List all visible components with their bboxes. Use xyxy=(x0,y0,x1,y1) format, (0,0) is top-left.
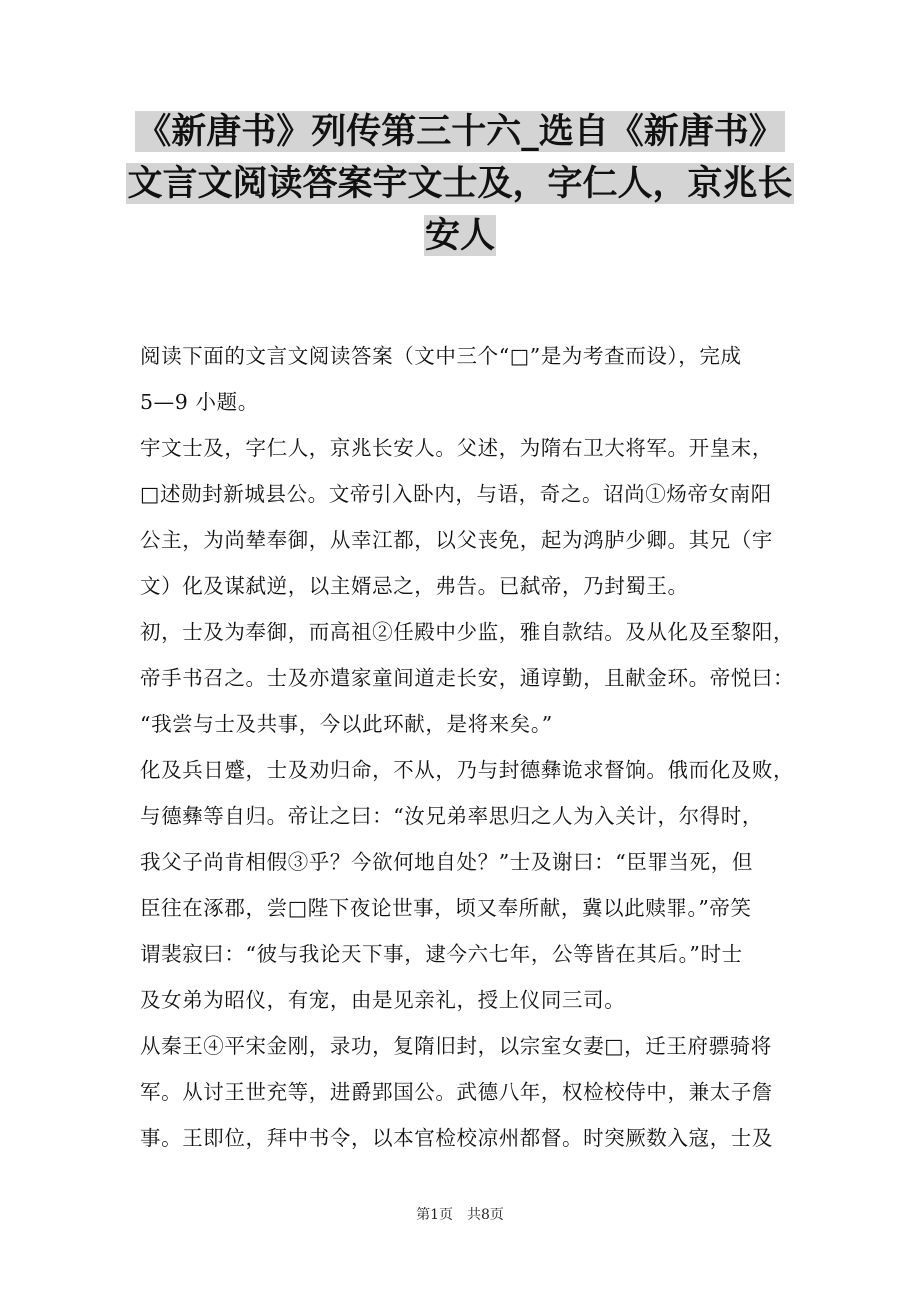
body-line: 从秦王④平宋金刚，录功，复隋旧封，以宗室女妻□，迁王府骠骑将 xyxy=(140,1034,772,1058)
body-line: 化及兵日蹙，士及劝归命，不从，乃与封德彝诡求督饷。俄而化及败， xyxy=(140,758,795,782)
title-line: 安人 xyxy=(424,215,495,256)
title-line: 文言文阅读答案宇文士及，字仁人，京兆长 xyxy=(127,163,793,204)
body-line: 谓裴寂曰：“彼与我论天下事，逮今六七年，公等皆在其后。”时士 xyxy=(140,942,743,966)
document-body xyxy=(140,333,800,1161)
title-line: 《新唐书》列传第三十六_选自《新唐书》 xyxy=(136,111,784,152)
body-line: 军。从讨王世充等，进爵郢国公。武德八年，权检校侍中，兼太子詹 xyxy=(140,1080,773,1104)
body-line: 公主，为尚辇奉御，从幸江都，以父丧免，起为鸿胪少卿。其兄（宇 xyxy=(140,528,773,552)
document-title xyxy=(0,106,920,262)
page-footer: 第1页 共8页 xyxy=(416,1207,504,1223)
body-line: 及女弟为昭仪，有宠，由是见亲礼，授上仪同三司。 xyxy=(140,988,626,1012)
body-line: 臣往在涿郡，尝□陛下夜论世事，顷又奉所献，冀以此赎罪。”帝笑 xyxy=(140,896,752,920)
body-line: 5—9 小题。 xyxy=(140,390,259,414)
body-line: 宇文士及，字仁人，京兆长安人。父述，为隋右卫大将军。开皇末， xyxy=(140,436,773,460)
body-line: □述勋封新城县公。文帝引入卧内，与语，奇之。诏尚①炀帝女南阳 xyxy=(140,482,772,506)
body-line: 帝手书召之。士及亦遣家童间道走长安，通谆勤，且献金环。帝悦曰： xyxy=(140,666,795,690)
body-line: “我尝与士及共事，今以此环献，是将来矣。” xyxy=(140,712,553,736)
body-line: 阅读下面的文言文阅读答案（文中三个“□”是为考查而设），完成 xyxy=(140,344,742,368)
body-line: 事。王即位，拜中书令，以本官检校凉州都督。时突厥数入寇，士及 xyxy=(140,1126,773,1150)
body-line: 我父子尚肯相假③乎？今欲何地自处？”士及谢曰：“臣罪当死，但 xyxy=(140,850,753,874)
body-line: 与德彝等自归。帝让之曰：“汝兄弟率思归之人为入关计，尔得时， xyxy=(140,804,763,828)
body-line: 初，士及为奉御，而高祖②任殿中少监，雅自款结。及从化及至黎阳， xyxy=(140,620,795,644)
body-line: 文）化及谋弑逆，以主婿忌之，弗告。已弑帝，乃封蜀王。 xyxy=(140,574,689,598)
